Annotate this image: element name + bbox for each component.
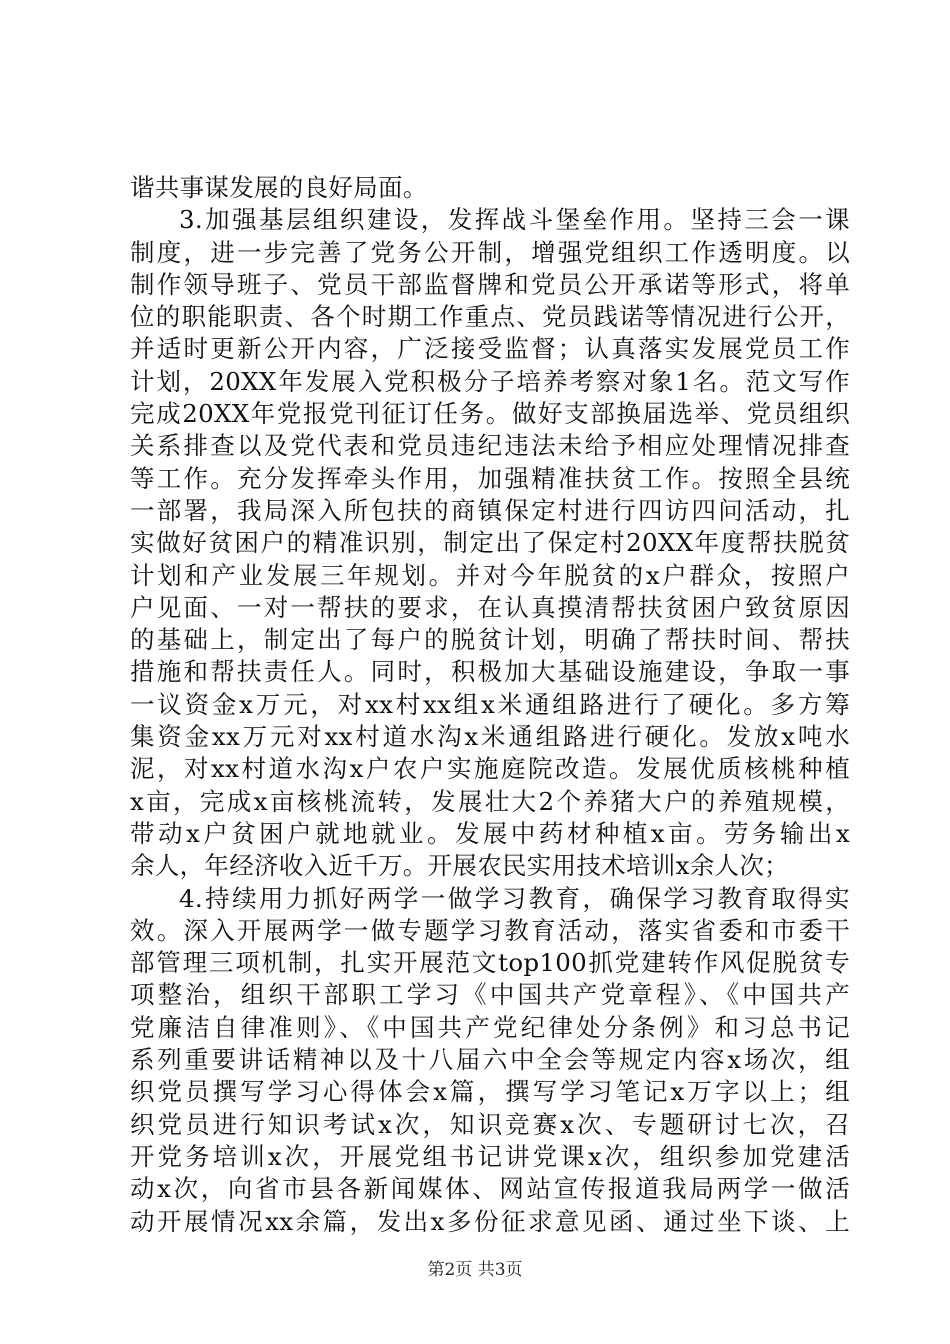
- text-line: 带动x户贫困户就地就业。发展中药材种植x亩。劳务输出x: [130, 818, 850, 848]
- text-line: 户见面、一对一帮扶的要求，在认真摸清帮扶贫困户致贫原因: [130, 592, 850, 622]
- text-line: 计划，20XX年发展入党积极分子培养考察对象1名。范文写作: [130, 366, 850, 396]
- text-line: 完成20XX年党报党刊征订任务。做好支部换届选举、党员组织: [130, 399, 850, 429]
- text-line: 关系排查以及党代表和党员违纪违法未给予相应处理情况排查: [130, 431, 850, 461]
- text-line: 织党员进行知识考试x次，知识竞赛x次、专题研讨七次，召: [130, 1109, 850, 1139]
- text-line: x亩，完成x亩核桃流转，发展壮大2个养猪大户的养殖规模，: [130, 786, 850, 816]
- text-line: 制度，进一步完善了党务公开制，增强党组织工作透明度。以: [130, 237, 850, 267]
- text-line: 动开展情况xx余篇，发出x多份征求意见函、通过坐下谈、上: [130, 1206, 850, 1236]
- text-line: 等工作。充分发挥牵头作用，加强精准扶贫工作。按照全县统: [130, 463, 850, 493]
- text-line: 一部署，我局深入所包扶的商镇保定村进行四访四问活动，扎: [130, 495, 850, 525]
- document-body: [130, 172, 850, 1238]
- text-line: 一议资金x万元，对xx村xx组x米通组路进行了硬化。多方筹: [130, 689, 850, 719]
- text-line: 余人，年经济收入近千万。开展农民实用技术培训x余人次；: [130, 851, 789, 881]
- page-number-footer: 第2页 共3页: [427, 1260, 523, 1280]
- text-line: 并适时更新公开内容，广泛接受监督；认真落实发展党员工作: [130, 334, 850, 364]
- text-line: 3.加强基层组织建设，发挥战斗堡垒作用。坚持三会一课: [179, 205, 850, 235]
- text-line: 位的职能职责、各个时期工作重点、党员践诺等情况进行公开，: [130, 302, 850, 332]
- text-line: 集资金xx万元对xx村道水沟x米通组路进行硬化。发放x吨水: [130, 722, 850, 752]
- text-line: 动x次，向省市县各新闻媒体、网站宣传报道我局两学一做活: [130, 1174, 850, 1204]
- text-line: 计划和产业发展三年规划。并对今年脱贫的x户群众，按照户: [130, 560, 850, 590]
- text-line: 泥，对xx村道水沟x户农户实施庭院改造。发展优质核桃种植: [130, 754, 850, 784]
- text-line: 效。深入开展两学一做专题学习教育活动，落实省委和市委干: [130, 915, 850, 945]
- text-line: 4.持续用力抓好两学一做学习教育，确保学习教育取得实: [179, 883, 850, 913]
- text-line: 织党员撰写学习心得体会x篇，撰写学习笔记x万字以上；组: [130, 1077, 850, 1107]
- text-line: 谐共事谋发展的良好局面。: [130, 173, 428, 202]
- text-line: 系列重要讲话精神以及十八届六中全会等规定内容x场次，组: [130, 1045, 850, 1075]
- text-line: 制作领导班子、党员干部监督牌和党员公开承诺等形式，将单: [130, 269, 850, 299]
- text-line: 开党务培训x次，开展党组书记讲党课x次，组织参加党建活: [130, 1141, 850, 1171]
- text-line: 项整治，组织干部职工学习《中国共产党章程》、《中国共产: [130, 980, 850, 1010]
- text-line: 实做好贫困户的精准识别，制定出了保定村20XX年度帮扶脱贫: [130, 528, 850, 558]
- text-line: 部管理三项机制，扎实开展范文top100抓党建转作风促脱贫专: [130, 948, 850, 978]
- text-line: 党廉洁自律准则》、《中国共产党纪律处分条例》和习总书记: [130, 1012, 850, 1042]
- text-line: 的基础上，制定出了每户的脱贫计划，明确了帮扶时间、帮扶: [130, 625, 850, 655]
- text-line: 措施和帮扶责任人。同时，积极加大基础设施建设，争取一事: [130, 657, 850, 687]
